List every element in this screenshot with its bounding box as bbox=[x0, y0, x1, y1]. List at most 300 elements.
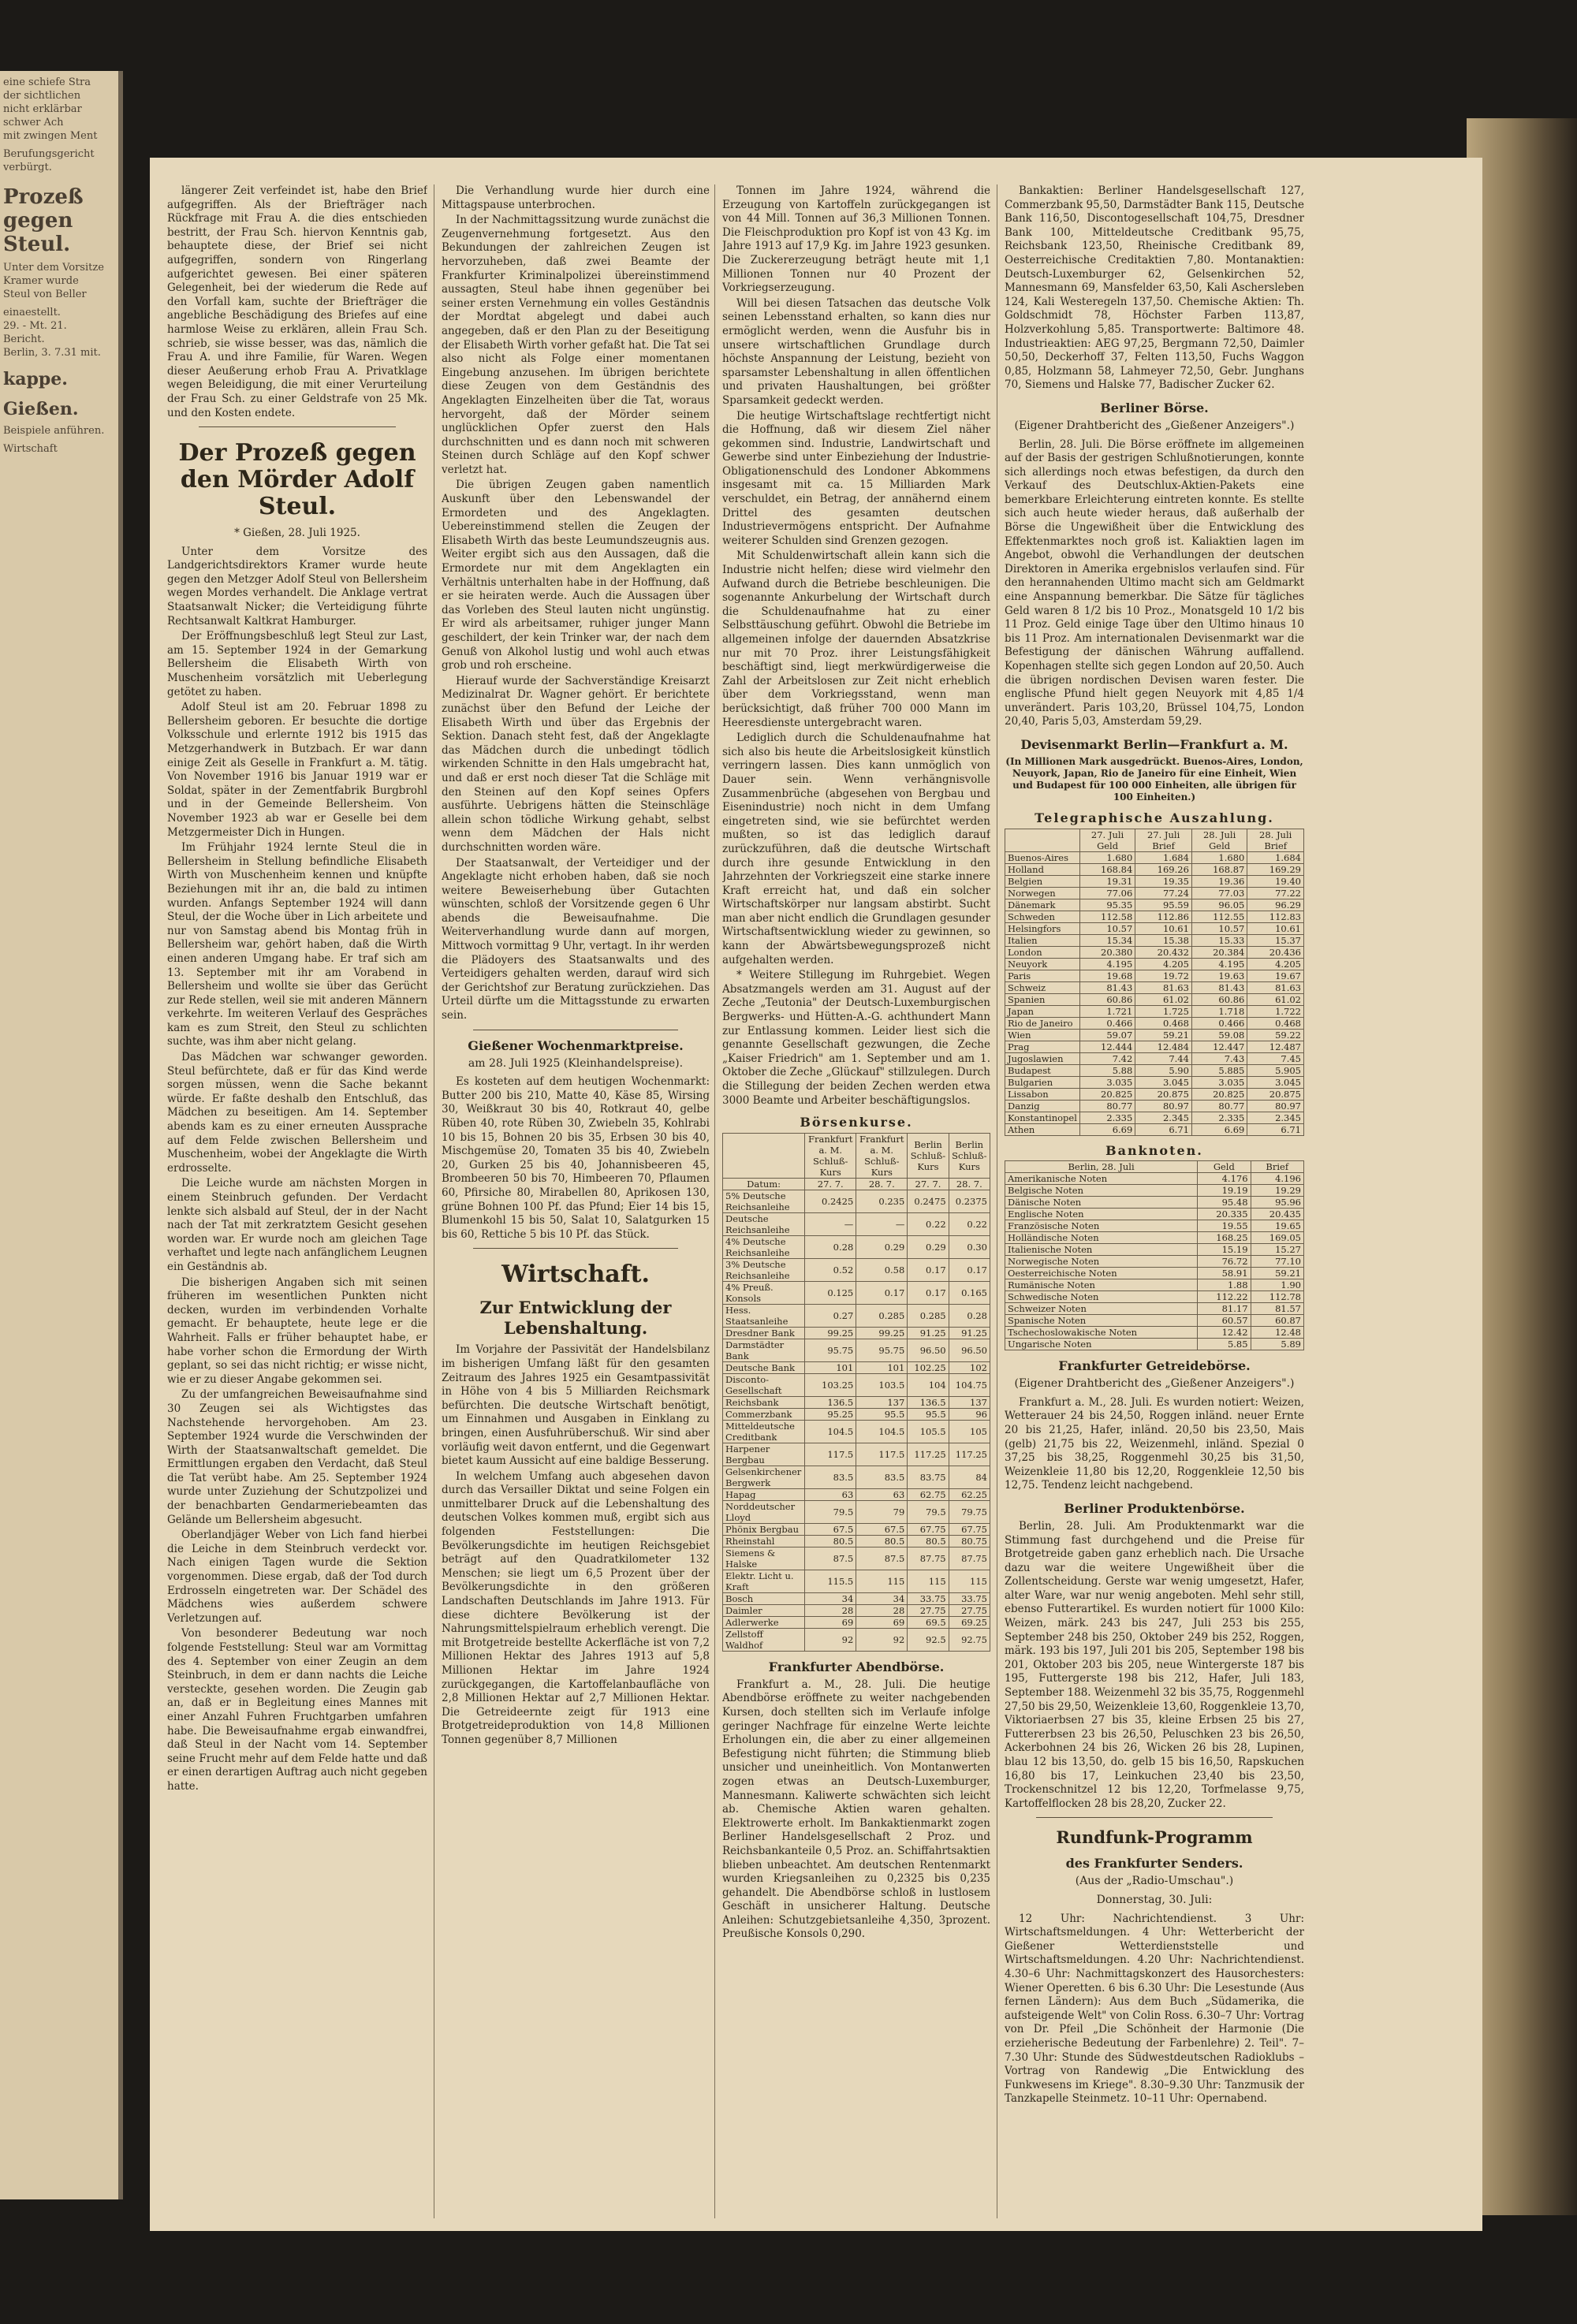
table-cell: Italienische Noten bbox=[1005, 1244, 1198, 1256]
article-title: Zur Entwicklung der Lebenshaltung. bbox=[479, 1298, 672, 1339]
column-4 bbox=[1005, 184, 1304, 2226]
table-cell: 0.58 bbox=[856, 1258, 908, 1281]
table-cell: 83.5 bbox=[805, 1466, 856, 1488]
table-cell: 0.22 bbox=[949, 1212, 990, 1235]
table-row bbox=[723, 1466, 990, 1488]
table-cell: 77.06 bbox=[1079, 887, 1135, 899]
paragraph: Tonnen im Jahre 1924, während die Erzeugung von Kartoffeln zurückgegangen ist von 44 Mill. Tonnen auf 36,3 Millionen Tonnen. Die Fleischproduktion pro Kopf ist von 43 Kg. im Jahre 1913 auf 17,9 Kg. im Jahre 1923 gesunken. Die Zuckererzeugung beträgt heute mit 1,1 Millionen Tonnen nur 40 Prozent der Vorkriegserzeugung. bbox=[722, 184, 990, 295]
table-row bbox=[723, 1547, 990, 1570]
table-cell: 169.05 bbox=[1251, 1232, 1303, 1244]
table-row bbox=[1005, 922, 1304, 934]
table-cell: 95.5 bbox=[856, 1408, 908, 1420]
table-cell: 59.21 bbox=[1135, 1029, 1192, 1041]
table-cell: 168.84 bbox=[1079, 863, 1135, 875]
paragraph: Lediglich durch die Schuldenaufnahme hat sich also bis heute die Arbeitslosigkeit künstlich verringern lassen. Dies kann unmöglich von Dauer sein. Wenn verhängnisvolle Zusammenbrüche (abgesehen von Bergbau und Eisenindustrie) noch nicht in dem Umfang eingetreten sind, wie sie befürchtet werden mußten, so ist das lediglich darauf zurückzuführen, daß die deutsche Wirtschaft durch ihre gesunde Entwicklung in den Jahrzehnten der Vorkriegszeit eine starke innere Kraft erreicht hat, und daß ein solcher Wirtschaftskörper nur langsam abstirbt. Sucht man aber nicht endlich die Grundlagen gesunder Wirtschaftsentwicklung wieder zu gewinnen, so kann der Abwärtsbewegungsprozeß nicht aufgehalten werden. bbox=[722, 732, 990, 966]
table-cell: Schweden bbox=[1005, 911, 1080, 922]
table-cell: 2.335 bbox=[1079, 1112, 1135, 1123]
table-cell: 15.19 bbox=[1198, 1244, 1251, 1256]
table-cell: Französische Noten bbox=[1005, 1220, 1198, 1232]
table-row bbox=[723, 1604, 990, 1616]
table-cell: Disconto-Gesellschaft bbox=[723, 1373, 805, 1396]
table-cell: 20.380 bbox=[1079, 946, 1135, 958]
table-cell: 5.89 bbox=[1251, 1339, 1303, 1350]
table-cell: Hess. Staatsanleihe bbox=[723, 1304, 805, 1327]
table-cell: 27.75 bbox=[908, 1604, 949, 1616]
table-row bbox=[1005, 946, 1304, 958]
table-cell: 15.38 bbox=[1135, 934, 1192, 946]
table-cell: 0.28 bbox=[949, 1304, 990, 1327]
table-cell: 91.25 bbox=[949, 1327, 990, 1339]
table-cell: 69.5 bbox=[908, 1616, 949, 1628]
table-cell: 69.25 bbox=[949, 1616, 990, 1628]
table-cell: Dänemark bbox=[1005, 899, 1080, 911]
table-cell: 0.285 bbox=[908, 1304, 949, 1327]
table-cell: 4.196 bbox=[1251, 1173, 1303, 1185]
table-cell: 3% Deutsche Reichsanleihe bbox=[723, 1258, 805, 1281]
table-cell: Wien bbox=[1005, 1029, 1080, 1041]
table-cell: 80.5 bbox=[908, 1535, 949, 1547]
table-cell: 4.205 bbox=[1247, 958, 1304, 970]
table-cell: Bulgarien bbox=[1005, 1076, 1080, 1088]
table-cell: 0.125 bbox=[805, 1281, 856, 1304]
table-cell: 28 bbox=[805, 1604, 856, 1616]
left-fragment: Berufungsgericht verbürgt. bbox=[3, 148, 95, 173]
table-cell: 4.176 bbox=[1198, 1173, 1251, 1185]
telegraph-title: Telegraphische Auszahlung. bbox=[1035, 810, 1274, 825]
table-cell: Deutsche Reichsanleihe bbox=[723, 1212, 805, 1235]
table-cell: 115 bbox=[856, 1570, 908, 1592]
table-header: Frankfurt a. M. Schluß-Kurs bbox=[856, 1133, 908, 1178]
rundfunk-title-2: des Frankfurter Senders. bbox=[1065, 1856, 1243, 1871]
table-row bbox=[1005, 1076, 1304, 1088]
table-cell: 19.19 bbox=[1198, 1185, 1251, 1197]
table-cell: 33.75 bbox=[908, 1592, 949, 1604]
table-cell: 87.75 bbox=[908, 1547, 949, 1570]
table-cell: 80.5 bbox=[856, 1535, 908, 1547]
table-cell: 6.71 bbox=[1247, 1123, 1304, 1135]
table-cell: Rio de Janeiro bbox=[1005, 1017, 1080, 1029]
table-cell: 95.35 bbox=[1079, 899, 1135, 911]
table-cell: 83.5 bbox=[856, 1466, 908, 1488]
table-row bbox=[723, 1628, 990, 1651]
market-title: Gießener Wochenmarktpreise. bbox=[468, 1037, 684, 1053]
table-cell: 91.25 bbox=[908, 1327, 949, 1339]
paragraph: Im Frühjahr 1924 lernte Steul die in Bellersheim in Stellung befindliche Elisabeth Wirth von Muschenheim kennen und knüpfte Beziehungen mit ihr an, die bald zu intimen wurden. Anfangs September 1924 will dann Steul, der die Woche über in Lich arbeitete und nur von Samstag abend bis Montag früh in Bellersheim war, gehört haben, daß die Wirth einen anderen Umgang habe. Er traf sich am 13. September mit ihr am Vorabend in Bellersheim und wollte sie über das Gerücht zur Rede stellen, weil sie mit anderen Männern verkehrte. Im weiteren Verlauf des Gespräches kam es zum Streit, den Steul zu schlichten suchte, was ihm aber nicht gelang. bbox=[167, 841, 427, 1048]
table-cell: Spanien bbox=[1005, 993, 1080, 1005]
rundfunk-sub: (Aus der „Radio-Umschau".) bbox=[1075, 1875, 1234, 1888]
table-cell: 19.72 bbox=[1135, 970, 1192, 981]
table-cell: Dänische Noten bbox=[1005, 1197, 1198, 1209]
table-cell: 99.25 bbox=[805, 1327, 856, 1339]
table-cell: 117.5 bbox=[805, 1443, 856, 1466]
table-row bbox=[723, 1420, 990, 1443]
table-cell: 5.85 bbox=[1198, 1339, 1251, 1350]
table-cell: Neuyork bbox=[1005, 958, 1080, 970]
column-1 bbox=[167, 184, 427, 2226]
market-dateline: am 28. Juli 1925 (Kleinhandelspreise). bbox=[468, 1056, 684, 1070]
table-row bbox=[723, 1258, 990, 1281]
table-row bbox=[1005, 875, 1304, 887]
table-cell: 96.29 bbox=[1247, 899, 1304, 911]
table-cell: 20.875 bbox=[1247, 1088, 1304, 1100]
newspaper-page bbox=[150, 158, 1482, 2231]
table-cell: 6.69 bbox=[1191, 1123, 1247, 1135]
table-cell: Commerzbank bbox=[723, 1408, 805, 1420]
table-cell: 104.5 bbox=[856, 1420, 908, 1443]
table-cell: 67.75 bbox=[908, 1523, 949, 1535]
paragraph: In welchem Umfang auch abgesehen davon durch das Versailler Diktat und seine Folgen ein unmittelbarer Druck auf die Lebenshaltung des deutschen Volkes kommen muß, ergibt sich aus folgenden Feststellungen: Die Bevölkerungsdichte im heutigen Reichsgebiet beträgt auf den Quadratkilometer 132 Menschen; sie liegt um 6,5 Prozent über der Bevölkerungsdichte in den größeren Landschaften Deutschlands im Jahre 1913. Für diese dichtere Bevölkerung ist der Nahrungsmittelspielraum erheblich verengt. Die mit Brotgetreide bestellte Ackerfläche ist von 7,2 Millionen Hektar des Jahres 1913 auf 5,8 Millionen Hektar im Jahre 1924 zurückgegangen, die Kartoffelanbaufläche von 2,8 Millionen Hektar auf 2,7 Millionen Hektar. Die Getreideernte zeigt für 1913 eine Brotgetreideproduktion von 14,8 Millionen Tonnen gegenüber 8,7 Millionen bbox=[442, 1469, 710, 1746]
table-cell: 69 bbox=[856, 1616, 908, 1628]
berlin-title: Berliner Börse. bbox=[1100, 400, 1209, 415]
table-cell: 4.195 bbox=[1079, 958, 1135, 970]
table-header: 28. Juli Geld bbox=[1191, 829, 1247, 851]
table-cell: Gelsenkirchener Bergwerk bbox=[723, 1466, 805, 1488]
table-row bbox=[723, 1535, 990, 1547]
table-cell: Spanische Noten bbox=[1005, 1315, 1198, 1327]
table-cell: 4% Preuß. Konsols bbox=[723, 1281, 805, 1304]
table-row bbox=[723, 1361, 990, 1373]
table-cell: 77.24 bbox=[1135, 887, 1192, 899]
table-cell: Norwegische Noten bbox=[1005, 1256, 1198, 1268]
left-fragment: eine schiefe Stra der sichtlichen nicht erklärbar schwer Ach mit zwingen Ment bbox=[3, 76, 98, 142]
getreide-text: Frankfurt a. M., 28. Juli. Es wurden notiert: Weizen, Wetterauer 24 bis 24,50, Roggen inländ. neuer Ernte 20 bis 21,25, Hafer, inländ. 20,50 bis 23,50, Mais (gelb) 21,75 bis 22, Weizenmehl, inländ. Spezial 0 37,25 bis 38,25, Roggenmehl 30,25 bis 31,50, Weizenkleie 11,80 bis 12,20, Roggenkleie 12,50 bis 12,75. Tendenz leicht nachgebend. bbox=[1005, 1395, 1304, 1492]
headline-steul: Der Prozeß gegen den Mörder Adolf Steul. bbox=[178, 439, 416, 521]
left-fragment: einaestellt. 29. - Mt. 21. Bericht. Berlin, 3. 7.31 mit. bbox=[3, 307, 101, 359]
boerse-table-body bbox=[723, 1190, 990, 1651]
book-binding bbox=[1467, 118, 1577, 2215]
table-cell: 83.75 bbox=[908, 1466, 949, 1488]
table-row bbox=[1005, 1232, 1304, 1244]
table-cell: 0.2475 bbox=[908, 1190, 949, 1212]
table-cell: 84 bbox=[949, 1466, 990, 1488]
table-cell: 6.69 bbox=[1079, 1123, 1135, 1135]
table-cell: 20.435 bbox=[1251, 1209, 1303, 1220]
table-cell: 81.57 bbox=[1251, 1303, 1303, 1315]
table-cell: 87.5 bbox=[805, 1547, 856, 1570]
table-cell: 19.65 bbox=[1251, 1220, 1303, 1232]
table-cell: 112.22 bbox=[1198, 1291, 1251, 1303]
table-header: 27. Juli Brief bbox=[1135, 829, 1192, 851]
table-row bbox=[1005, 1303, 1304, 1315]
table-cell: 1.718 bbox=[1191, 1005, 1247, 1017]
table-cell: Dresdner Bank bbox=[723, 1327, 805, 1339]
table-cell: Rumänische Noten bbox=[1005, 1279, 1198, 1291]
table-row bbox=[723, 1339, 990, 1361]
table-cell: 5.90 bbox=[1135, 1064, 1192, 1076]
section-title-wirtschaft: Wirtschaft. bbox=[501, 1261, 650, 1289]
table-cell: 6.71 bbox=[1135, 1123, 1192, 1135]
table-cell: 105 bbox=[949, 1420, 990, 1443]
table-cell: 0.29 bbox=[908, 1235, 949, 1258]
table-cell: 102.25 bbox=[908, 1361, 949, 1373]
table-header bbox=[1005, 829, 1080, 851]
table-cell: 79.5 bbox=[908, 1500, 949, 1523]
table-cell: 80.75 bbox=[949, 1535, 990, 1547]
table-cell: 80.97 bbox=[1135, 1100, 1192, 1112]
paragraph: Der Staatsanwalt, der Verteidiger und der Angeklagte nicht erhoben haben, daß sie noch weitere Beweiserhebung über Gutachten wünschten, schloß der Vorsitzende gegen 6 Uhr abends die Beweisaufnahme. Die Weiterverhandlung wurde dann auf morgen, Mittwoch vormittag 9 Uhr, vertagt. In ihr werden die Plädoyers des Staatsanwalts und des Verteidigers gehalten werden, darauf wird sich der Gerichtshof zur Beratung zurückziehen. Das Urteil dürfte um die Mittagsstunde zu erwarten sein. bbox=[442, 856, 710, 1022]
table-cell: 12.484 bbox=[1135, 1041, 1192, 1052]
table-cell: 58.91 bbox=[1198, 1268, 1251, 1279]
table-cell: 0.466 bbox=[1079, 1017, 1135, 1029]
table-cell: 101 bbox=[856, 1361, 908, 1373]
table-cell: 81.63 bbox=[1247, 981, 1304, 993]
table-cell: 79.5 bbox=[805, 1500, 856, 1523]
produkten-title: Berliner Produktenbörse. bbox=[1064, 1500, 1245, 1516]
table-cell: 168.25 bbox=[1198, 1232, 1251, 1244]
table-cell: 95.48 bbox=[1198, 1197, 1251, 1209]
devisen-table bbox=[1005, 829, 1304, 1136]
table-cell: 1.88 bbox=[1198, 1279, 1251, 1291]
table-cell: 12.487 bbox=[1247, 1041, 1304, 1052]
table-cell: 168.87 bbox=[1191, 863, 1247, 875]
paragraph: Die übrigen Zeugen gaben namentlich Auskunft über den Lebenswandel der Ermordeten und des Angeklagten. Uebereinstimmend stellen die Zeugen der Elisabeth Wirth das beste Leumundszeugnis aus. Weiter ergibt sich aus den Aussagen, daß die Ermordete nur mit dem Angeklagten ein Verhältnis unterhalten habe in der Hoffnung, daß er sie heiraten werde. Auch die Aussagen über das Vorleben des Steul lauten nicht ungünstig. Er wird als arbeitsamer, ruhiger junger Mann geschildert, der kein Trinker war, der nach dem Genuß von Alkohol lustig und wohl auch etwas grob und roh erscheine. bbox=[442, 479, 710, 672]
table-header: Berlin Schluß-Kurs bbox=[949, 1133, 990, 1178]
table-cell: 19.31 bbox=[1079, 875, 1135, 887]
table-cell: 28 bbox=[856, 1604, 908, 1616]
table-row bbox=[723, 1616, 990, 1628]
table-cell: 0.17 bbox=[856, 1281, 908, 1304]
divider bbox=[473, 1248, 678, 1249]
table-cell: 19.35 bbox=[1135, 875, 1192, 887]
table-row bbox=[723, 1396, 990, 1408]
divider bbox=[199, 426, 396, 427]
table-cell: 0.17 bbox=[908, 1258, 949, 1281]
table-cell: 103.25 bbox=[805, 1373, 856, 1396]
table-cell: 60.87 bbox=[1251, 1315, 1303, 1327]
table-cell: 81.17 bbox=[1198, 1303, 1251, 1315]
paragraph: Zu der umfangreichen Beweisaufnahme sind 30 Zeugen sei als Wichtigstes das Nachstehende hervorgehoben. Am 23. September 1924 wurde die Verschwinden der Wirth der Staatsanwaltschaft gemeldet. Die Ermittlungen ergaben den Verdacht, daß Steul die Tat verübt habe. Am 25. September 1924 wurde unter Zuziehung der Schutzpolizei und der benachbarten Gendarmeriebeamten das Gelände um Bellersheim abgesucht. bbox=[167, 1388, 427, 1526]
table-row bbox=[1005, 1005, 1304, 1017]
table-cell: 87.5 bbox=[856, 1547, 908, 1570]
table-header: Berlin Schluß-Kurs bbox=[908, 1133, 949, 1178]
table-cell: 112.55 bbox=[1191, 911, 1247, 922]
table-cell: 12.42 bbox=[1198, 1327, 1251, 1339]
left-fragment: kappe. bbox=[3, 369, 68, 389]
table-row bbox=[723, 1235, 990, 1258]
table-cell: Amerikanische Noten bbox=[1005, 1173, 1198, 1185]
table-row bbox=[1005, 993, 1304, 1005]
table-cell: Schwedische Noten bbox=[1005, 1291, 1198, 1303]
table-cell: 104.5 bbox=[805, 1420, 856, 1443]
table-cell: 0.468 bbox=[1247, 1017, 1304, 1029]
paragraph: Hierauf wurde der Sachverständige Kreisarzt Medizinalrat Dr. Wagner gehört. Er berichtete zunächst über den Befund der Leiche der Elisabeth Wirth und über das Ergebnis der Sektion. Danach steht fest, daß der Angeklagte das Mädchen durch die unbedingt tödlich wirkenden Schnitte in den Hals umgebracht hat, und daß er erst noch dieser Tat die Schläge mit den Steinen auf den Kopf seines Opfers ausführte. Uebrigens hätten die Steinschläge allein schon tödliche Wirkung gehabt, selbst wenn dem Mädchen der Hals nicht durchschnitten worden wäre. bbox=[442, 674, 710, 854]
table-row bbox=[1005, 981, 1304, 993]
table-cell: 19.67 bbox=[1247, 970, 1304, 981]
paragraph: Mit Schuldenwirtschaft allein kann sich die Industrie nicht helfen; diese wird vielmehr den Aufwand durch die Betriebe beschleunigen. Die sogenannte Ankurbelung der Wirtschaft durch die Schuldenaufnahme hat zu einer Selbsttäuschung geführt. Obwohl die Betriebe im allgemeinen infolge der dauernden Absatzkrise nur mit 70 Proz. ihrer Leistungsfähigkeit beschäftigt sind, liegt merkwürdigerweise die Zahl der Arbeitslosen zur Zeit nicht erheblich über dem Vorkriegsstand, wenn man berücksichtigt, daß früher 700 000 Mann im Heeresdienste untergebracht waren. bbox=[722, 549, 990, 729]
table-cell: 3.045 bbox=[1135, 1076, 1192, 1088]
left-fragment: Unter dem Vorsitze Kramer wurde Steul von Beller bbox=[3, 262, 104, 300]
table-cell: 0.52 bbox=[805, 1258, 856, 1281]
devisen-note: (In Millionen Mark ausgedrückt. Buenos-Aires, London, Neuyork, Japan, Rio de Janeiro für eine Einheit, Wien und Budapest für 100 000 Einheiten, alle übrigen für 100 Einheiten.) bbox=[1005, 755, 1303, 803]
table-cell: Danzig bbox=[1005, 1100, 1080, 1112]
table-cell: 5.88 bbox=[1079, 1064, 1135, 1076]
table-row bbox=[1005, 1244, 1304, 1256]
abend-title: Frankfurter Abendbörse. bbox=[768, 1659, 945, 1674]
table-cell: 20.825 bbox=[1079, 1088, 1135, 1100]
table-cell: 0.28 bbox=[805, 1235, 856, 1258]
table-cell: 5.905 bbox=[1247, 1064, 1304, 1076]
table-cell: 7.45 bbox=[1247, 1052, 1304, 1064]
table-row bbox=[723, 1327, 990, 1339]
table-row bbox=[1005, 1123, 1304, 1135]
table-header: 27. 7. bbox=[908, 1178, 949, 1190]
table-cell: Daimler bbox=[723, 1604, 805, 1616]
table-cell: 0.165 bbox=[949, 1281, 990, 1304]
paragraph: längerer Zeit verfeindet ist, habe den Brief aufgegriffen. Als der Briefträger nach Rückfrage mit Frau A. die dies entschieden bestritt, der Frau Sch. hiervon Kenntnis gab, behauptete diese, der Brief sei nicht aufgegriffen, sondern von Ringerlang aufgerichtet gewesen. Bei einer späteren Gelegenheit, bei der wiederum die Rede auf den Vorfall kam, suchte der Briefträger die angebliche Beschädigung des Briefes auf eine harmlose Weise zu erklären, allein Frau Sch. schrieb, sie wisse besser, was das, nämlich die Frau A. und ihre Familie, für Waren. Wegen dieser Aeußerung erhob Frau A. Privatklage wegen Beleidigung, die mit einer Verurteilung der Frau Sch. zu einer Geldstrafe von 25 Mk. und den Kosten endete. bbox=[167, 184, 427, 419]
berlin-text: Berlin, 28. Juli. Die Börse eröffnete im allgemeinen auf der Basis der gestrigen Schlußnotierungen, konnte sich allerdings noch etwas befestigen, da durch den Verkauf des Deutschlux-Aktien-Pakets eine bemerkbare Erleichterung eintreten konnte. Es stellte sich auch heute wieder heraus, daß außerhalb der Börse die Ungewißheit über die Entwicklung des Effektenmarktes noch groß ist. Kaliaktien lagen im Angebot, obwohl die Verhandlungen der deutschen Direktoren in Amerika ergebnislos verlaufen sind. Für den herannahenden Ultimo macht sich am Geldmarkt eine Anspannung bemerkbar. Die Sätze für tägliches Geld waren 8 1/2 bis 10 Proz., Monatsgeld 10 1/2 bis 11 Proz. Geld einige Tage über den Ultimo hinaus 10 bis 11 Proz. Am internationalen Devisenmarkt war die Befestigung der dänischen Währung auffallend. Kopenhagen stellte sich gegen London auf 20,50. Auch die übrigen nordischen Devisen waren fester. Die englische Pfund hielt gegen Neuyork mit 4,85 1/4 unverändert. Paris 103,20, Brüssel 104,75, London 20,40, Paris 5,03, Amsterdam 59,29. bbox=[1005, 438, 1304, 728]
paragraph: * Weitere Stillegung im Ruhrgebiet. Wegen Absatzmangels werden am 31. August auf der Zeche „Teutonia" der Deutsch-Luxemburgischen Bergwerks- und Hütten-A.-G. achthundert Mann zur Entlassung kommen. Leider liest sich die genannte Gesellschaft gezwungen, die Zeche „Kaiser Friedrich" am 1. September und am 1. Oktober die Zeche „Glückauf" stillzulegen. Durch die Stillegung der beiden Zechen werden etwa 3000 Beamte und Arbeiter beschäftigungslos. bbox=[722, 969, 990, 1107]
table-cell: 61.02 bbox=[1135, 993, 1192, 1005]
table-cell: 15.37 bbox=[1247, 934, 1304, 946]
table-cell: 67.5 bbox=[805, 1523, 856, 1535]
table-header: Geld bbox=[1198, 1161, 1251, 1173]
table-cell: 0.466 bbox=[1191, 1017, 1247, 1029]
table-cell: 12.48 bbox=[1251, 1327, 1303, 1339]
table-cell: 15.33 bbox=[1191, 934, 1247, 946]
table-cell: 105.5 bbox=[908, 1420, 949, 1443]
table-cell: 0.27 bbox=[805, 1304, 856, 1327]
table-cell: 20.335 bbox=[1198, 1209, 1251, 1220]
table-cell: 96 bbox=[949, 1408, 990, 1420]
table-cell: 59.22 bbox=[1247, 1029, 1304, 1041]
table-cell: 2.345 bbox=[1247, 1112, 1304, 1123]
table-cell: Prag bbox=[1005, 1041, 1080, 1052]
table-row bbox=[1005, 1088, 1304, 1100]
table-cell: 80.97 bbox=[1247, 1100, 1304, 1112]
table-cell: 0.468 bbox=[1135, 1017, 1192, 1029]
table-cell: 137 bbox=[856, 1396, 908, 1408]
table-cell: 60.57 bbox=[1198, 1315, 1251, 1327]
table-cell: 136.5 bbox=[805, 1396, 856, 1408]
table-cell: 87.75 bbox=[949, 1547, 990, 1570]
table-cell: Rheinstahl bbox=[723, 1535, 805, 1547]
table-cell: 95.25 bbox=[805, 1408, 856, 1420]
table-cell: 4.205 bbox=[1135, 958, 1192, 970]
table-cell: 59.21 bbox=[1251, 1268, 1303, 1279]
table-row bbox=[1005, 958, 1304, 970]
table-cell: 0.29 bbox=[856, 1235, 908, 1258]
table-row bbox=[1005, 1041, 1304, 1052]
table-cell: Oesterreichische Noten bbox=[1005, 1268, 1198, 1279]
table-cell: 77.03 bbox=[1191, 887, 1247, 899]
table-cell: 169.26 bbox=[1135, 863, 1192, 875]
paragraph: In der Nachmittagssitzung wurde zunächst die Zeugenvernehmung fortgesetzt. Aus den Bekundungen der zahlreichen Zeugen ist hervorzuheben, daß zwei Beamte der Frankfurter Kriminalpolizei übereinstimmend aussagten, Steul habe ihnen gegenüber bei seiner ersten Vernehmung ein volles Geständnis der Mordtat abgelegt und dabei auch angegeben, daß er den Plan zu der Beseitigung der Elisabeth Wirth vorher gefaßt hat. Die Tat sei also nicht als Folge einer momentanen Eingebung anzusehen. Im übrigen berichtete diese Zeugen von dem Geständnis des Angeklagten Einzelheiten über die Tat, woraus hervorgeht, daß der Mörder seinem unglücklichen Opfer zuerst den Hals durchschnitten und es dann noch mit schweren Steinen durch Schläge auf den Kopf schwer verletzt hat. bbox=[442, 214, 710, 476]
table-cell: 0.22 bbox=[908, 1212, 949, 1235]
table-cell: 81.43 bbox=[1079, 981, 1135, 993]
table-cell: 76.72 bbox=[1198, 1256, 1251, 1268]
table-cell: 4.195 bbox=[1191, 958, 1247, 970]
banknoten-title: Banknoten. bbox=[1105, 1142, 1203, 1158]
table-cell: 112.58 bbox=[1079, 911, 1135, 922]
paragraph: Der Eröffnungsbeschluß legt Steul zur Last, am 15. September 1924 in der Gemarkung Bellersheim die Elisabeth Wirth von Muschenheim vorsätzlich mit Ueberlegung getötet zu haben. bbox=[167, 630, 427, 698]
table-cell: 7.43 bbox=[1191, 1052, 1247, 1064]
table-header: Brief bbox=[1251, 1161, 1303, 1173]
table-cell: 1.684 bbox=[1247, 851, 1304, 863]
table-row bbox=[1005, 1100, 1304, 1112]
paragraph: Bankaktien: Berliner Handelsgesellschaft 127, Commerzbank 95,50, Darmstädter Bank 115, Deutsche Bank 116,50, Discontogesellschaft 104,75, Dresdner Bank 100, Mitteldeutsche Creditbank 95,75, Reichsbank 123,50, Rheinische Creditbank 89, Oesterreichische Creditaktien 7,80. Montanaktien: Deutsch-Luxemburger 62, Gelsenkirchen 52, Mannesmann 69, Mansfelder 63,50, Kali Aschersleben 124, Kali Westeregeln 137,50. Chemische Aktien: Th. Goldschmidt 78, Höchster Farben 113,87, Holzverkohlung 5,85. Transportwerte: Baltimore 48. Industrieaktien: AEG 97,25, Bergmann 72,50, Daimler 50,50, Deckerhoff 37, Felten 113,50, Fuchs Waggon 0,85, Holzmann 58, Lahmeyer 72,50, Gebr. Junghans 70, Siemens und Halske 77, Badischer Zucker 62. bbox=[1005, 184, 1304, 392]
produkten-text: Berlin, 28. Juli. Am Produktenmarkt war die Stimmung fast durchgehend und die Preise für Brotgetreide gaben ganz erheblich nach. Die Ursache dazu war die weitere Ungewißheit über die Zollentscheidung. Gerste war wenig umgesetzt, Hafer, alter Ware, war nur wenig angeboten. Mehl sehr still, ebenso Futterartikel. Es wurden notiert für 1000 Kilo: Weizen, märk. 243 bis 247, Juli 253 bis 255, September 248 bis 250, Oktober 249 bis 252, Roggen, märk. 193 bis 197, Juli 201 bis 205, September 198 bis 201, Oktober 203 bis 205, neue Wintergerste 187 bis 195, Futtergerste 198 bis 212, Hafer, Juli 183, September 188. Weizenmehl 32 bis 35,75, Roggenmehl 27,50 bis 29,50, Weizenkleie 13,60, Roggenkleie 13,70, Viktoriaerbsen 27 bis 35, kleine Erbsen 25 bis 27, Futtererbsen 23 bis 26,50, Peluschken 23 bis 26,50, Ackerbohnen 24 bis 26, Wicken 26 bis 28, Lupinen, blau 12 bis 13,50, do. gelb 15 bis 16,50, Rapskuchen 16,80 bis 17, Leinkuchen 23,40 bis 23,50, Trockenschnitzel 12 bis 12,20, Torfmelasse 9,75, Kartoffelflocken 28 bis 28,20, Zucker 22. bbox=[1005, 1519, 1304, 1810]
paragraph: Die Leiche wurde am nächsten Morgen in einem Steinbruch gefunden. Der Verdacht lenkte sich alsbald auf Steul, der in der Nacht nach der Tat mit zerkratztem Gesicht gesehen worden war. Er wurde noch am gleichen Tage verhaftet und legte nach anfänglichem Leugnen ein Geständnis ab. bbox=[167, 1177, 427, 1273]
getreide-title: Frankfurter Getreidebörse. bbox=[1058, 1358, 1251, 1374]
table-header: 28. Juli Brief bbox=[1247, 829, 1304, 851]
table-cell: 1.90 bbox=[1251, 1279, 1303, 1291]
table-cell: Buenos-Aires bbox=[1005, 851, 1080, 863]
table-cell: 19.36 bbox=[1191, 875, 1247, 887]
table-cell: 15.27 bbox=[1251, 1244, 1303, 1256]
paragraph: Unter dem Vorsitze des Landgerichtsdirektors Kramer wurde heute gegen den Metzger Adolf Steul von Bellersheim wegen Mordes verhandelt. Die Anklage vertrat Staatsanwalt Nicker; die Verteidigung führte Rechtsanwalt Kaltkrat Hamburger. bbox=[167, 545, 427, 628]
table-cell: 112.86 bbox=[1135, 911, 1192, 922]
table-row bbox=[723, 1304, 990, 1327]
rundfunk-text: 12 Uhr: Nachrichtendienst. 3 Uhr: Wirtschaftsmeldungen. 4 Uhr: Wetterbericht der Gießener Wetterdienststelle und Wirtschaftsmeldungen. 4.20 Uhr: Nachrichtendienst. 4.30–6 Uhr: Nachmittagskonzert des Hausorchesters: Wiener Operetten. 6 bis 6.30 Uhr: Die Lesestunde (Aus fernen Ländern): Aus dem Buch „Südamerika, die aufsteigende Welt" von Colin Ross. 6.30–7 Uhr: Vortrag von Dr. Pfeil „Die Schönheit der Harmonie (Die erzieherische Bedeutung der Farbenlehre) 2. Teil". 7–7.30 Uhr: Stunde des Südwestdeutschen Radioklubs – Vortrag von Randewig „Die Entwicklung des Funkwesens im Kriege". 8.30–9.30 Uhr: Tanzmusik der Tanzkapelle Steinmetz. 10–11 Uhr: Opernabend. bbox=[1005, 1912, 1304, 2106]
table-cell: Reichsbank bbox=[723, 1396, 805, 1408]
table-cell: 80.5 bbox=[805, 1535, 856, 1547]
market-text: Es kosteten auf dem heutigen Wochenmarkt: Butter 200 bis 210, Matte 40, Käse 85, Wirsing 30, Weißkraut 30 bis 40, Rotkraut 40, gelbe Rüben 40, rote Rüben 30, Zwiebeln 35, Kohlrabi 10 bis 15, Bohnen 20 bis 35, Erbsen 30 bis 40, Mischgemüse 20, Tomaten 35 bis 40, Zwiebeln 20, Gurken 25 bis 40, Johannisbeeren 45, Brombeeren 50 bis 70, Himbeeren 70, Pflaumen 60, Pfirsiche 80, Mirabellen 80, Aprikosen 130, grüne Bohnen 100 Pf. das Pfund; Eier 14 bis 15, Blumenkohl 15 bis 50, Salat 10, Salatgurken 15 bis 60, Rettiche 5 bis 10 Pf. das Stück. bbox=[442, 1075, 710, 1241]
table-cell: 115 bbox=[949, 1570, 990, 1592]
table-cell: Belgien bbox=[1005, 875, 1080, 887]
table-row bbox=[723, 1500, 990, 1523]
paragraph: Im Vorjahre der Passivität der Handelsbilanz im bisherigen Umfang läßt für den gesamten Zeitraum des Jahres 1925 ein Gesamtpassivität in Höhe von 4 bis 5 Milliarden Reichsmark befürchten. Die deutsche Wirtschaft benötigt, um Einnahmen und Ausgaben in Einklang zu bringen, einen Ausfuhrüberschuß. Wir sind aber vorläufig weit davon entfernt, und die Gegenwart bietet kaum Aussicht auf eine baldige Besserung. bbox=[442, 1343, 710, 1468]
table-cell: 99.25 bbox=[856, 1327, 908, 1339]
rundfunk-title: Rundfunk-Programm bbox=[1056, 1827, 1253, 1848]
table-cell: 12.444 bbox=[1079, 1041, 1135, 1052]
table-cell: Japan bbox=[1005, 1005, 1080, 1017]
table-cell: 102 bbox=[949, 1361, 990, 1373]
table-cell: Norddeutscher Lloyd bbox=[723, 1500, 805, 1523]
table-row bbox=[1005, 1315, 1304, 1327]
table-cell: 3.035 bbox=[1191, 1076, 1247, 1088]
table-cell: 10.57 bbox=[1079, 922, 1135, 934]
table-cell: 10.57 bbox=[1191, 922, 1247, 934]
table-cell: Hapag bbox=[723, 1488, 805, 1500]
table-cell: 19.63 bbox=[1191, 970, 1247, 981]
table-cell: 1.725 bbox=[1135, 1005, 1192, 1017]
table-cell: Deutsche Bank bbox=[723, 1361, 805, 1373]
table-cell: Holländische Noten bbox=[1005, 1232, 1198, 1244]
table-cell: 112.83 bbox=[1247, 911, 1304, 922]
table-cell: 104 bbox=[908, 1373, 949, 1396]
table-cell: 0.17 bbox=[908, 1281, 949, 1304]
table-cell: 1.722 bbox=[1247, 1005, 1304, 1017]
table-row bbox=[1005, 1339, 1304, 1350]
table-cell: 1.680 bbox=[1191, 851, 1247, 863]
table-row bbox=[1005, 1064, 1304, 1076]
table-cell: 20.825 bbox=[1191, 1088, 1247, 1100]
table-row bbox=[1005, 1112, 1304, 1123]
table-cell: Lissabon bbox=[1005, 1088, 1080, 1100]
table-cell: Holland bbox=[1005, 863, 1080, 875]
table-row bbox=[1005, 1256, 1304, 1268]
table-header: 27. 7. bbox=[805, 1178, 856, 1190]
table-cell: Norwegen bbox=[1005, 887, 1080, 899]
boerse-title: Börsenkurse. bbox=[800, 1115, 913, 1130]
paragraph: Von besonderer Bedeutung war noch folgende Feststellung: Steul war am Vormittag des 4. September von einer Zeugin an dem Steinbruch, in dem er dann nachts die Leiche versteckte, gesehen worden. Die Zeugin gab an, daß er in Begleitung eines Mannes mit einer Anzahl Fuhren Fruchtgarben umfahren habe. Die Beweisaufnahme ergab einwandfrei, daß Steul in der Nacht vom 14. September seine Frucht mehr auf dem Felde hatte und daß er einen derartigen Auftrag auch nicht gegeben hatte. bbox=[167, 1627, 427, 1793]
table-cell: 1.680 bbox=[1079, 851, 1135, 863]
getreide-sub: (Eigener Drahtbericht des „Gießener Anzeigers".) bbox=[1014, 1377, 1295, 1391]
table-header: Berlin, 28. Juli bbox=[1005, 1161, 1198, 1173]
table-cell: 77.10 bbox=[1251, 1256, 1303, 1268]
table-cell: 112.78 bbox=[1251, 1291, 1303, 1303]
devisen-title: Devisenmarkt Berlin—Frankfurt a. M. bbox=[1020, 736, 1288, 752]
divider bbox=[1036, 1817, 1273, 1818]
table-row bbox=[1005, 1173, 1304, 1185]
table-header: Frankfurt a. M. Schluß-Kurs bbox=[805, 1133, 856, 1178]
table-cell: Helsingfors bbox=[1005, 922, 1080, 934]
table-cell: 69 bbox=[805, 1616, 856, 1628]
table-cell: Schweiz bbox=[1005, 981, 1080, 993]
table-header: 28. 7. bbox=[856, 1178, 908, 1190]
table-row bbox=[723, 1523, 990, 1535]
table-cell: 117.5 bbox=[856, 1443, 908, 1466]
